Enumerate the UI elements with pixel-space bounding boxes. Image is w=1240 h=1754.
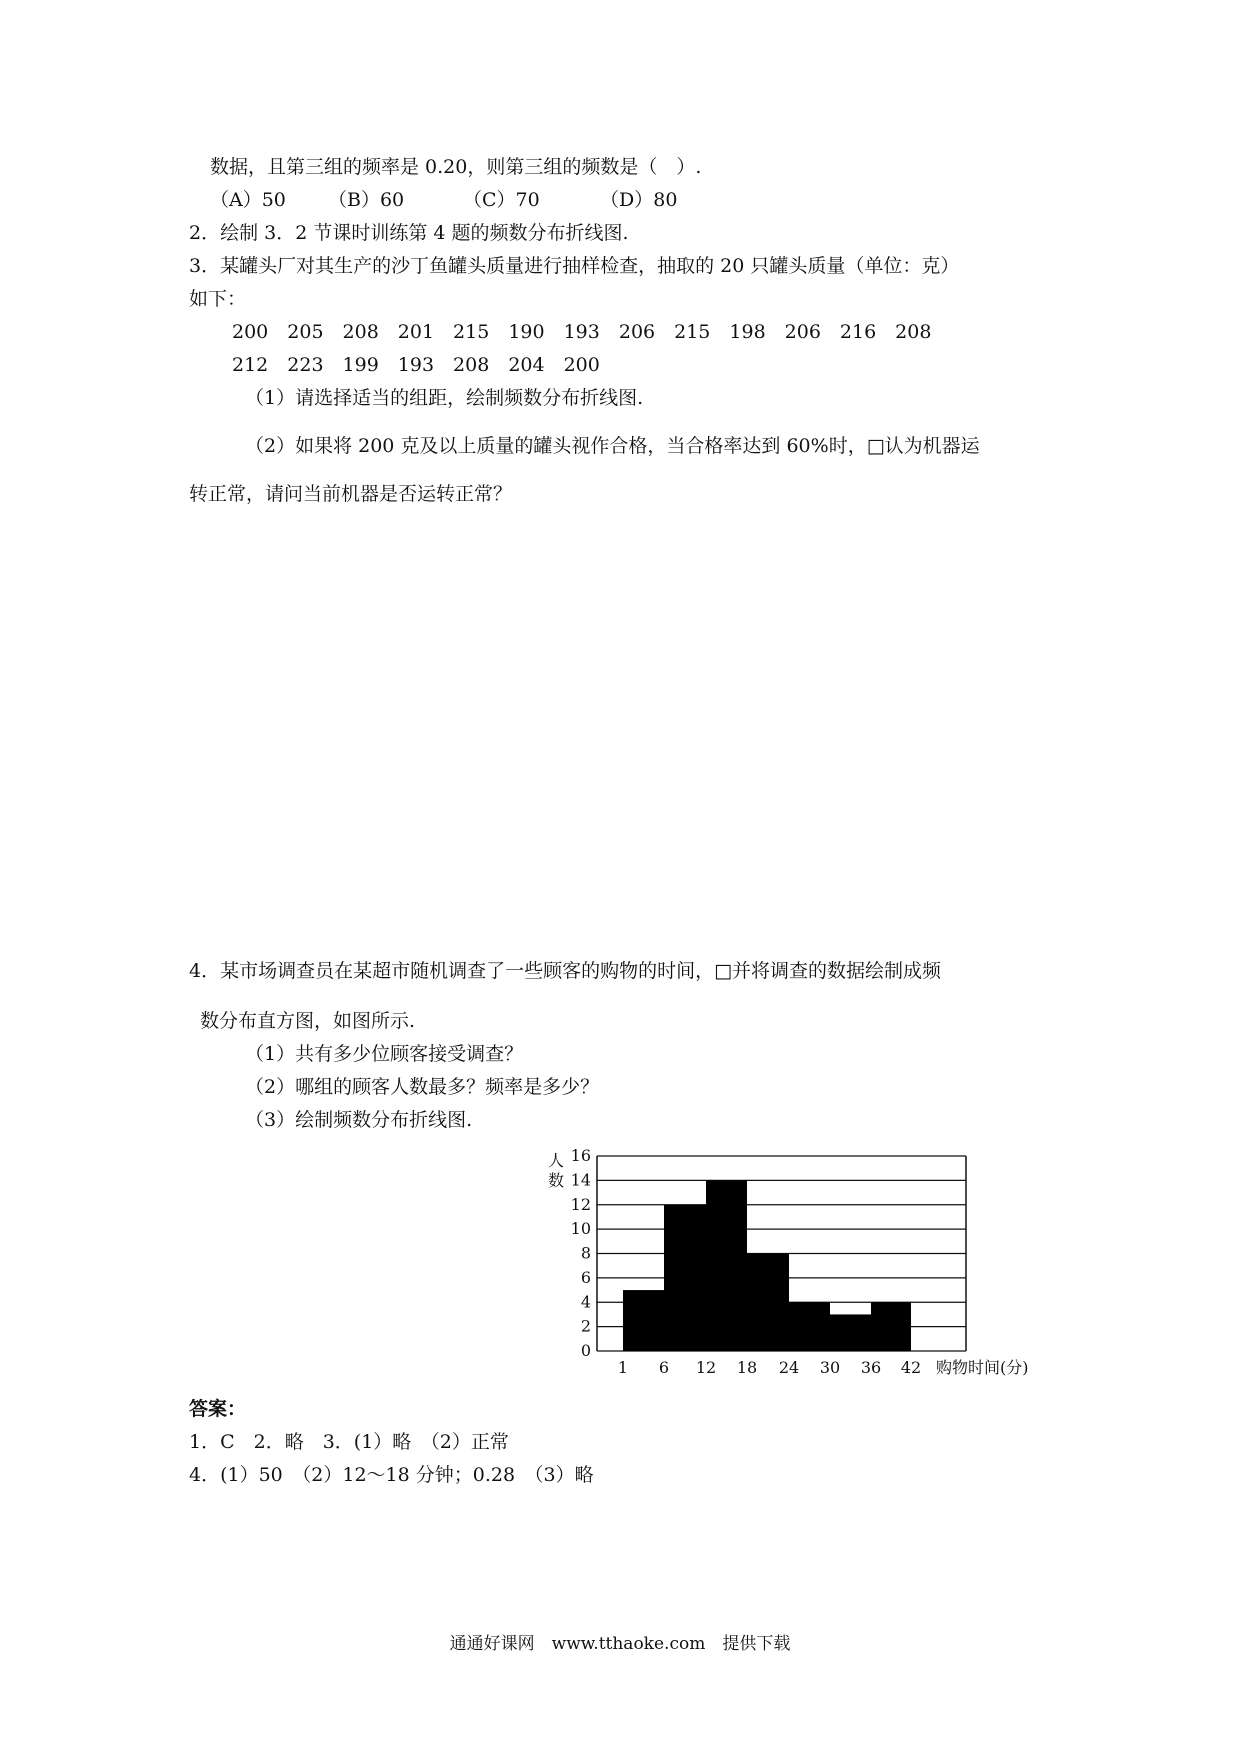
y-tick-label-12: 12 — [570, 1194, 591, 1214]
x-tick-label-30: 30 — [819, 1358, 841, 1377]
y-tick-label-0: 0 — [580, 1341, 591, 1360]
chart-ylabel-char-2: 数 — [548, 1171, 565, 1190]
problem-3-question-2-line-2: 转正常，请问当前机器是否运转正常？ — [189, 483, 513, 505]
problem-4-question-3: （3）绘制频数分布折线图. — [245, 1109, 473, 1131]
option-a: （A）50 — [210, 189, 286, 211]
histogram-bar-1 — [623, 1290, 664, 1351]
histogram-bar-4 — [747, 1254, 789, 1352]
y-tick-label-16: 16 — [570, 1148, 591, 1165]
histogram-bar-6 — [830, 1314, 871, 1351]
x-tick-label-6: 6 — [658, 1358, 670, 1377]
answers-line-2: 4．(1）50 （2）12～18 分钟；0.28 （3）略 — [189, 1464, 594, 1486]
problem-3-data-row-1: 200 205 208 201 215 190 193 206 215 198 206 216 208 — [232, 321, 932, 343]
histogram-bar-2 — [664, 1205, 706, 1351]
chart-bars — [623, 1180, 911, 1351]
histogram-bar-3 — [706, 1180, 747, 1351]
y-tick-label-2: 2 — [580, 1316, 591, 1336]
problem-4-question-1: （1）共有多少位顾客接受调查？ — [245, 1043, 524, 1065]
x-tick-label-36: 36 — [860, 1358, 882, 1377]
chart-xlabel: 购物时间(分) — [936, 1358, 1029, 1377]
problem-3-line-1: 3．某罐头厂对其生产的沙丁鱼罐头质量进行抽样检查，抽取的 20 只罐头质量（单位：克） — [189, 255, 960, 277]
x-tick-label-24: 24 — [778, 1358, 800, 1377]
problem-2: 2．绘制 3．2 节课时训练第 4 题的频数分布折线图. — [189, 222, 629, 244]
problem-1-continuation: 数据，且第三组的频率是 0.20，则第三组的频数是（ ）. — [210, 156, 702, 178]
answers-title: 答案： — [189, 1398, 247, 1420]
y-tick-label-4: 4 — [580, 1292, 591, 1312]
y-tick-label-6: 6 — [580, 1267, 591, 1287]
option-b: （B）60 — [328, 189, 405, 211]
problem-3-question-2-line-1: （2）如果将 200 克及以上质量的罐头视作合格，当合格率达到 60%时，□认为机器运 — [245, 435, 980, 457]
problem-3-line-2: 如下： — [189, 288, 247, 310]
y-tick-label-8: 8 — [580, 1243, 591, 1263]
histogram-bar-5 — [789, 1302, 830, 1351]
option-d: （D）80 — [600, 189, 678, 211]
problem-4-line-1: 4．某市场调查员在某超市随机调查了一些顾客的购物的时间，□并将调查的数据绘制成频 — [189, 960, 942, 982]
chart-x-ticks — [618, 1358, 921, 1377]
histogram-bar-7 — [871, 1302, 911, 1351]
histogram-chart — [540, 1148, 1070, 1383]
problem-3-data-row-2: 212 223 199 193 208 204 200 — [232, 354, 600, 376]
x-tick-label-12: 12 — [695, 1358, 717, 1377]
problem-3-question-1: （1）请选择适当的组距，绘制频数分布折线图. — [245, 387, 644, 409]
footer-text: 通通好课网 www.tthaoke.com 提供下载 — [449, 1634, 791, 1654]
y-tick-label-14: 14 — [570, 1170, 591, 1190]
x-tick-label-18: 18 — [736, 1358, 758, 1377]
chart-y-ticks — [571, 1148, 591, 1360]
x-tick-label-42: 42 — [900, 1358, 922, 1377]
problem-4-question-2: （2）哪组的顾客人数最多？频率是多少？ — [245, 1076, 600, 1098]
option-c: （C）70 — [463, 189, 540, 211]
problem-4-line-2: 数分布直方图，如图所示. — [200, 1010, 416, 1032]
x-tick-label-1: 1 — [617, 1358, 629, 1377]
answers-line-1: 1．C 2．略 3．(1）略 （2）正常 — [189, 1431, 509, 1453]
y-tick-label-10: 10 — [570, 1219, 591, 1239]
chart-ylabel-char-1: 人 — [548, 1151, 565, 1170]
